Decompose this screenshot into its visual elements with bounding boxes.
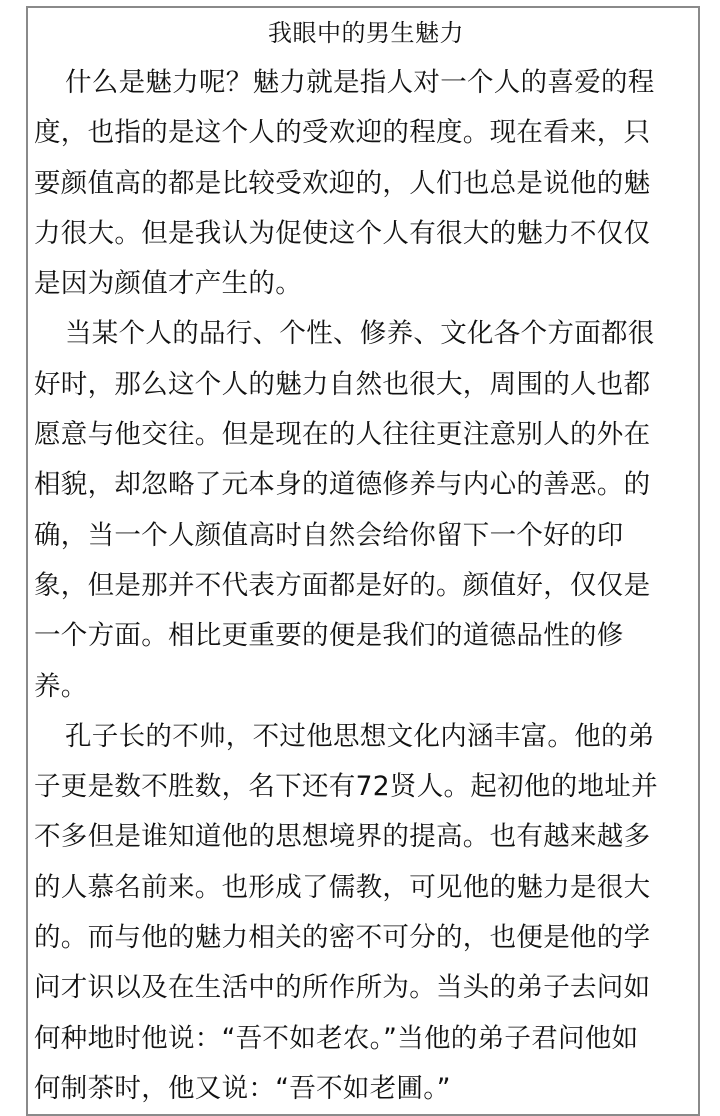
text-line: 何制茶时，他又说：“吾不如老圃。” [34,1072,451,1104]
text-line: 何种地时他说：“吾不如老农。”当他的弟子君问他如 [34,1022,639,1054]
text-line: 好时，那么这个人的魅力自然也很大，周围的人也都 [34,368,651,400]
text-line: 问才识以及在生活中的所作所为。当头的弟子去问如 [34,972,651,1004]
text-line: 的人慕名前来。也形成了儒教，可见他的魅力是很大 [34,871,651,903]
text-line: 相貌，却忽略了元本身的道德修养与内心的善恶。的 [34,469,651,501]
essay-body [34,58,698,1114]
text-line: 孔子长的不帅，不过他思想文化内涵丰富。他的弟 [65,720,655,752]
text-line: 子更是数不胜数，名下还有72贤人。起初他的地址并 [34,771,658,803]
text-line: 什么是魅力呢？魅力就是指人对一个人的喜爱的程 [65,67,655,98]
text-line: 力很大。但是我认为促使这个人有很大的魅力不仅仅 [34,217,651,249]
text-line: 是因为颜值才产生的。 [34,268,302,300]
text-line: 养。 [34,670,88,702]
text-line: 度，也指的是这个人的受欢迎的程度。现在看来，只 [34,117,651,149]
text-line: 象，但是那并不代表方面都是好的。颜值好，仅仅是 [34,569,651,601]
text-line: 不多但是谁知道他的思想境界的提高。也有越来越多 [34,821,651,853]
text-line: 确，当一个人颜值高时自然会给你留下一个好的印 [34,519,624,551]
text-line: 要颜值高的都是比较受欢迎的，人们也总是说他的魅 [34,167,651,199]
text-line: 一个方面。相比更重要的便是我们的道德品性的修 [34,620,624,652]
text-line: 当某个人的品行、个性、修养、文化各个方面都很 [65,318,655,350]
essay-title: 我眼中的男生魅力 [268,19,464,47]
text-line: 的。而与他的魅力相关的密不可分的，也便是他的学 [34,922,651,954]
essay-page [26,6,700,1116]
text-line: 愿意与他交往。但是现在的人往往更注意别人的外在 [34,419,651,451]
